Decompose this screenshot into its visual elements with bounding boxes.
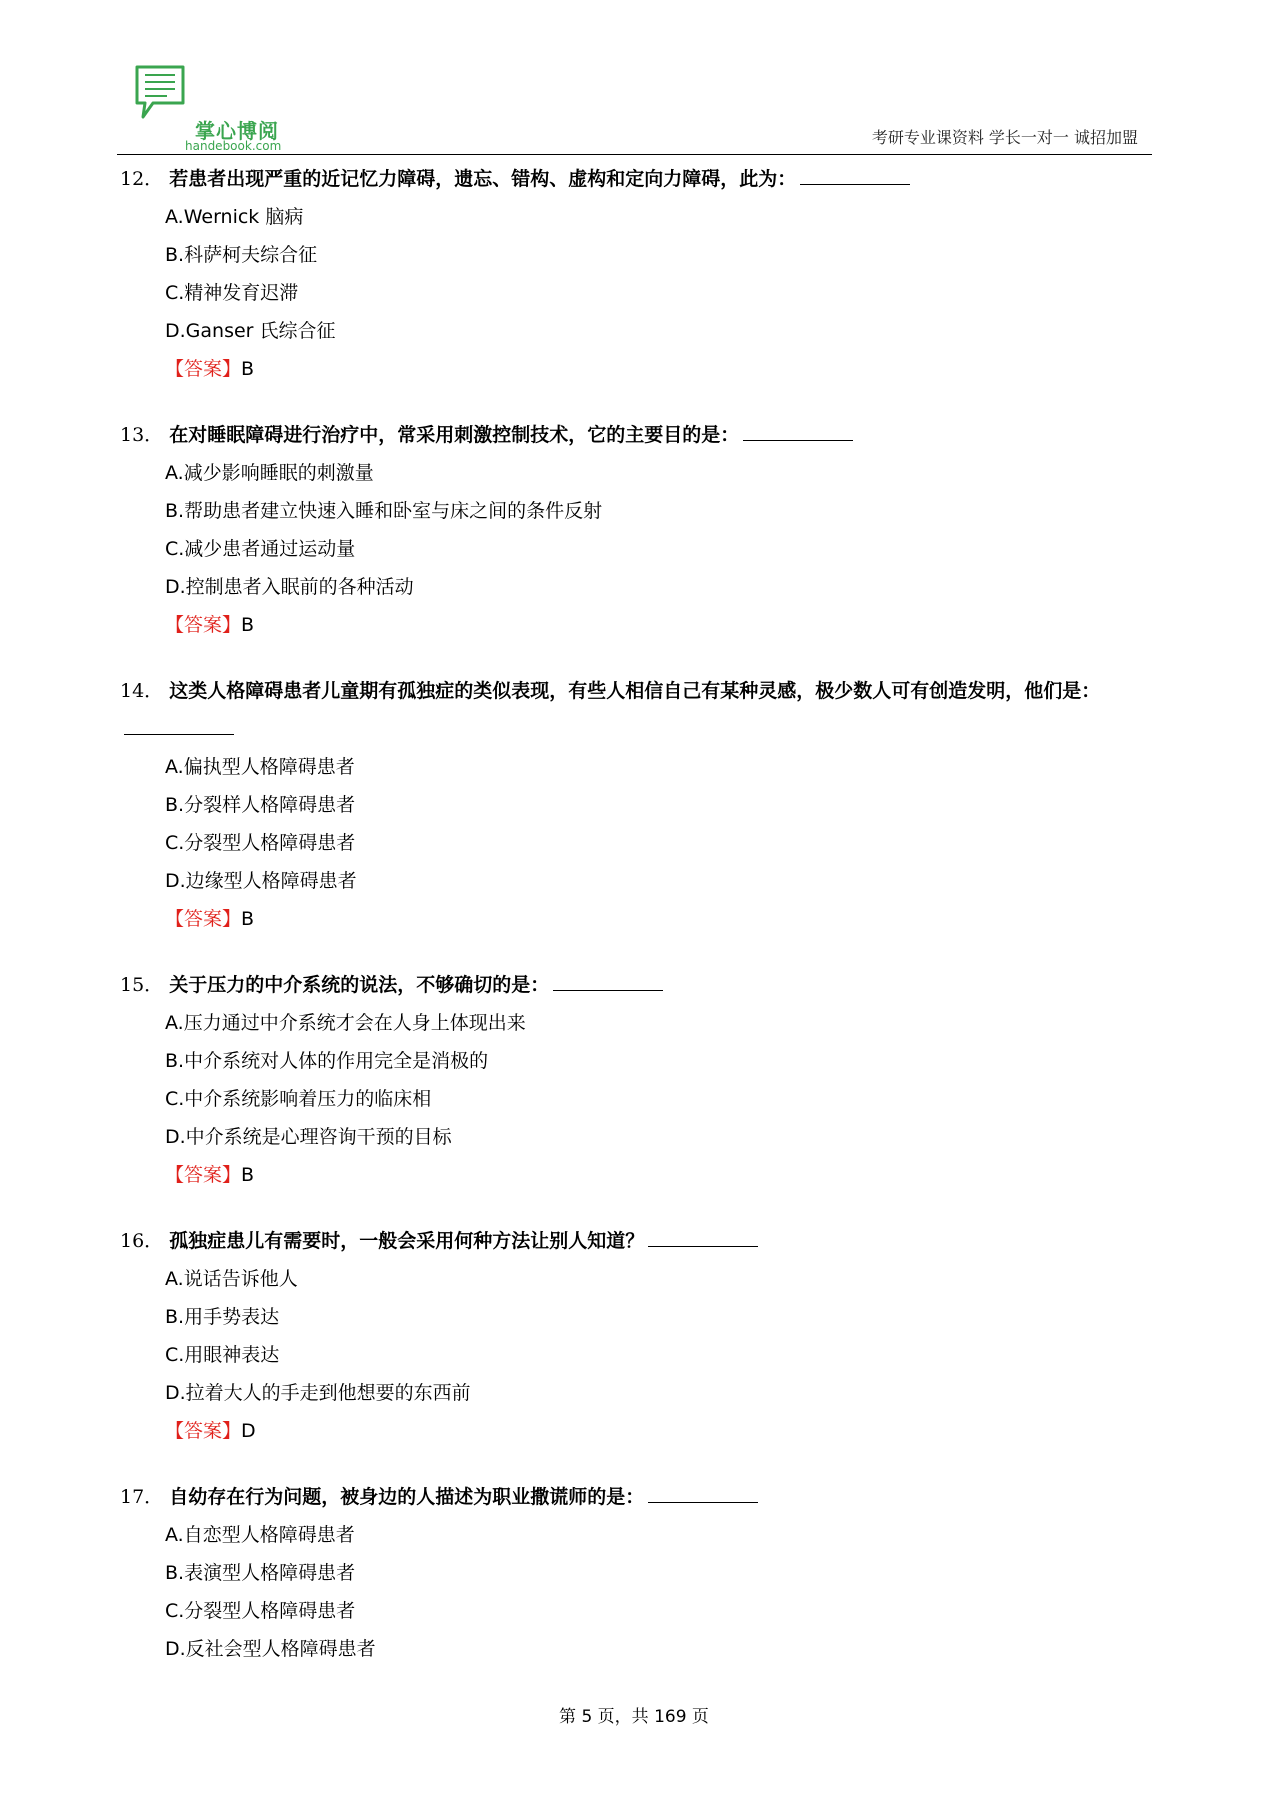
answer-line: [165, 1156, 1150, 1194]
option-c: C.分裂型人格障碍患者: [165, 832, 356, 854]
question-list: [120, 160, 1150, 1696]
question-text: 在对睡眠障碍进行治疗中，常采用刺激控制技术，它的主要目的是：: [169, 424, 740, 446]
answer-value: B: [241, 614, 255, 636]
question-text: 关于压力的中介系统的说法，不够确切的是：: [169, 974, 550, 996]
answer-blank: [124, 714, 234, 735]
answer-line: [165, 1412, 1150, 1450]
option-c: C.中介系统影响着压力的临床相: [165, 1088, 432, 1110]
question-14: [120, 672, 1150, 938]
answer-tag: 【答案】: [165, 614, 242, 636]
option-d: D.控制患者入眠前的各种活动: [165, 576, 414, 598]
question-15: [120, 966, 1150, 1194]
logo-icon: [131, 63, 191, 121]
answer-blank: [648, 1226, 758, 1247]
logo: [131, 63, 281, 163]
answer-tag: 【答案】: [165, 908, 242, 930]
answer-value: B: [241, 358, 255, 380]
answer-tag: 【答案】: [165, 358, 242, 380]
option-b: B.中介系统对人体的作用完全是消极的: [165, 1050, 489, 1072]
answer-value: B: [241, 908, 255, 930]
option-a: A.自恋型人格障碍患者: [165, 1524, 355, 1546]
answer-blank: [800, 164, 910, 185]
question-text: 若患者出现严重的近记忆力障碍，遗忘、错构、虚构和定向力障碍，此为：: [169, 168, 797, 190]
header-slogan: 考研专业课资料 学长一对一 诚招加盟: [871, 128, 1138, 147]
question-text: 自幼存在行为问题，被身边的人描述为职业撒谎师的是：: [169, 1486, 645, 1508]
header-divider: [117, 154, 1152, 155]
question-stem: [120, 416, 1150, 454]
question-number: 14．: [120, 680, 164, 702]
question-number: 15．: [120, 974, 164, 996]
question-number: 17．: [120, 1486, 164, 1508]
option-d: D.边缘型人格障碍患者: [165, 870, 357, 892]
question-text: 孤独症患儿有需要时，一般会采用何种方法让别人知道？: [169, 1230, 645, 1252]
question-stem: [120, 966, 1150, 1004]
option-d: D.反社会型人格障碍患者: [165, 1638, 376, 1660]
option-b: B.科萨柯夫综合征: [165, 244, 318, 266]
answer-blank: [743, 420, 853, 441]
question-stem: [120, 1222, 1150, 1260]
question-number: 12．: [120, 168, 164, 190]
answer-value: B: [241, 1164, 255, 1186]
answer-line: [165, 606, 1150, 644]
option-a: A.说话告诉他人: [165, 1268, 298, 1290]
question-stem: [120, 1478, 1150, 1516]
logo-text: 掌心博阅: [195, 119, 279, 143]
answer-blank: [553, 970, 663, 991]
page-header: [117, 55, 1152, 155]
option-a: A.压力通过中介系统才会在人身上体现出来: [165, 1012, 526, 1034]
option-d: D.中介系统是心理咨询干预的目标: [165, 1126, 452, 1148]
option-d: D.拉着大人的手走到他想要的东西前: [165, 1382, 471, 1404]
answer-tag: 【答案】: [165, 1164, 242, 1186]
option-b: B.帮助患者建立快速入睡和卧室与床之间的条件反射: [165, 500, 603, 522]
option-a: A.偏执型人格障碍患者: [165, 756, 355, 778]
question-text: 这类人格障碍患者儿童期有孤独症的类似表现，有些人相信自己有某种灵感，极少数人可有创造发明，他们是：: [169, 680, 1101, 702]
option-a: A.Wernick 脑病: [165, 206, 304, 228]
option-c: C.精神发育迟滞: [165, 282, 299, 304]
option-a: A.减少影响睡眠的刺激量: [165, 462, 374, 484]
option-b: B.分裂样人格障碍患者: [165, 794, 356, 816]
question-17: [120, 1478, 1150, 1668]
question-stem: [120, 672, 1150, 748]
option-b: B.表演型人格障碍患者: [165, 1562, 356, 1584]
answer-value: D: [241, 1420, 256, 1442]
answer-line: [165, 900, 1150, 938]
option-c: C.减少患者通过运动量: [165, 538, 356, 560]
answer-line: [165, 350, 1150, 388]
question-13: [120, 416, 1150, 644]
question-16: [120, 1222, 1150, 1450]
option-b: B.用手势表达: [165, 1306, 280, 1328]
page-number: 第 5 页，共 169 页: [559, 1707, 709, 1727]
option-c: C.用眼神表达: [165, 1344, 280, 1366]
answer-tag: 【答案】: [165, 1420, 242, 1442]
question-stem: [120, 160, 1150, 198]
logo-subtext: handebook.com: [185, 139, 282, 153]
option-d: D.Ganser 氏综合征: [165, 320, 336, 342]
question-number: 16．: [120, 1230, 164, 1252]
question-number: 13．: [120, 424, 164, 446]
answer-blank: [648, 1482, 758, 1503]
option-c: C.分裂型人格障碍患者: [165, 1600, 356, 1622]
question-12: [120, 160, 1150, 388]
